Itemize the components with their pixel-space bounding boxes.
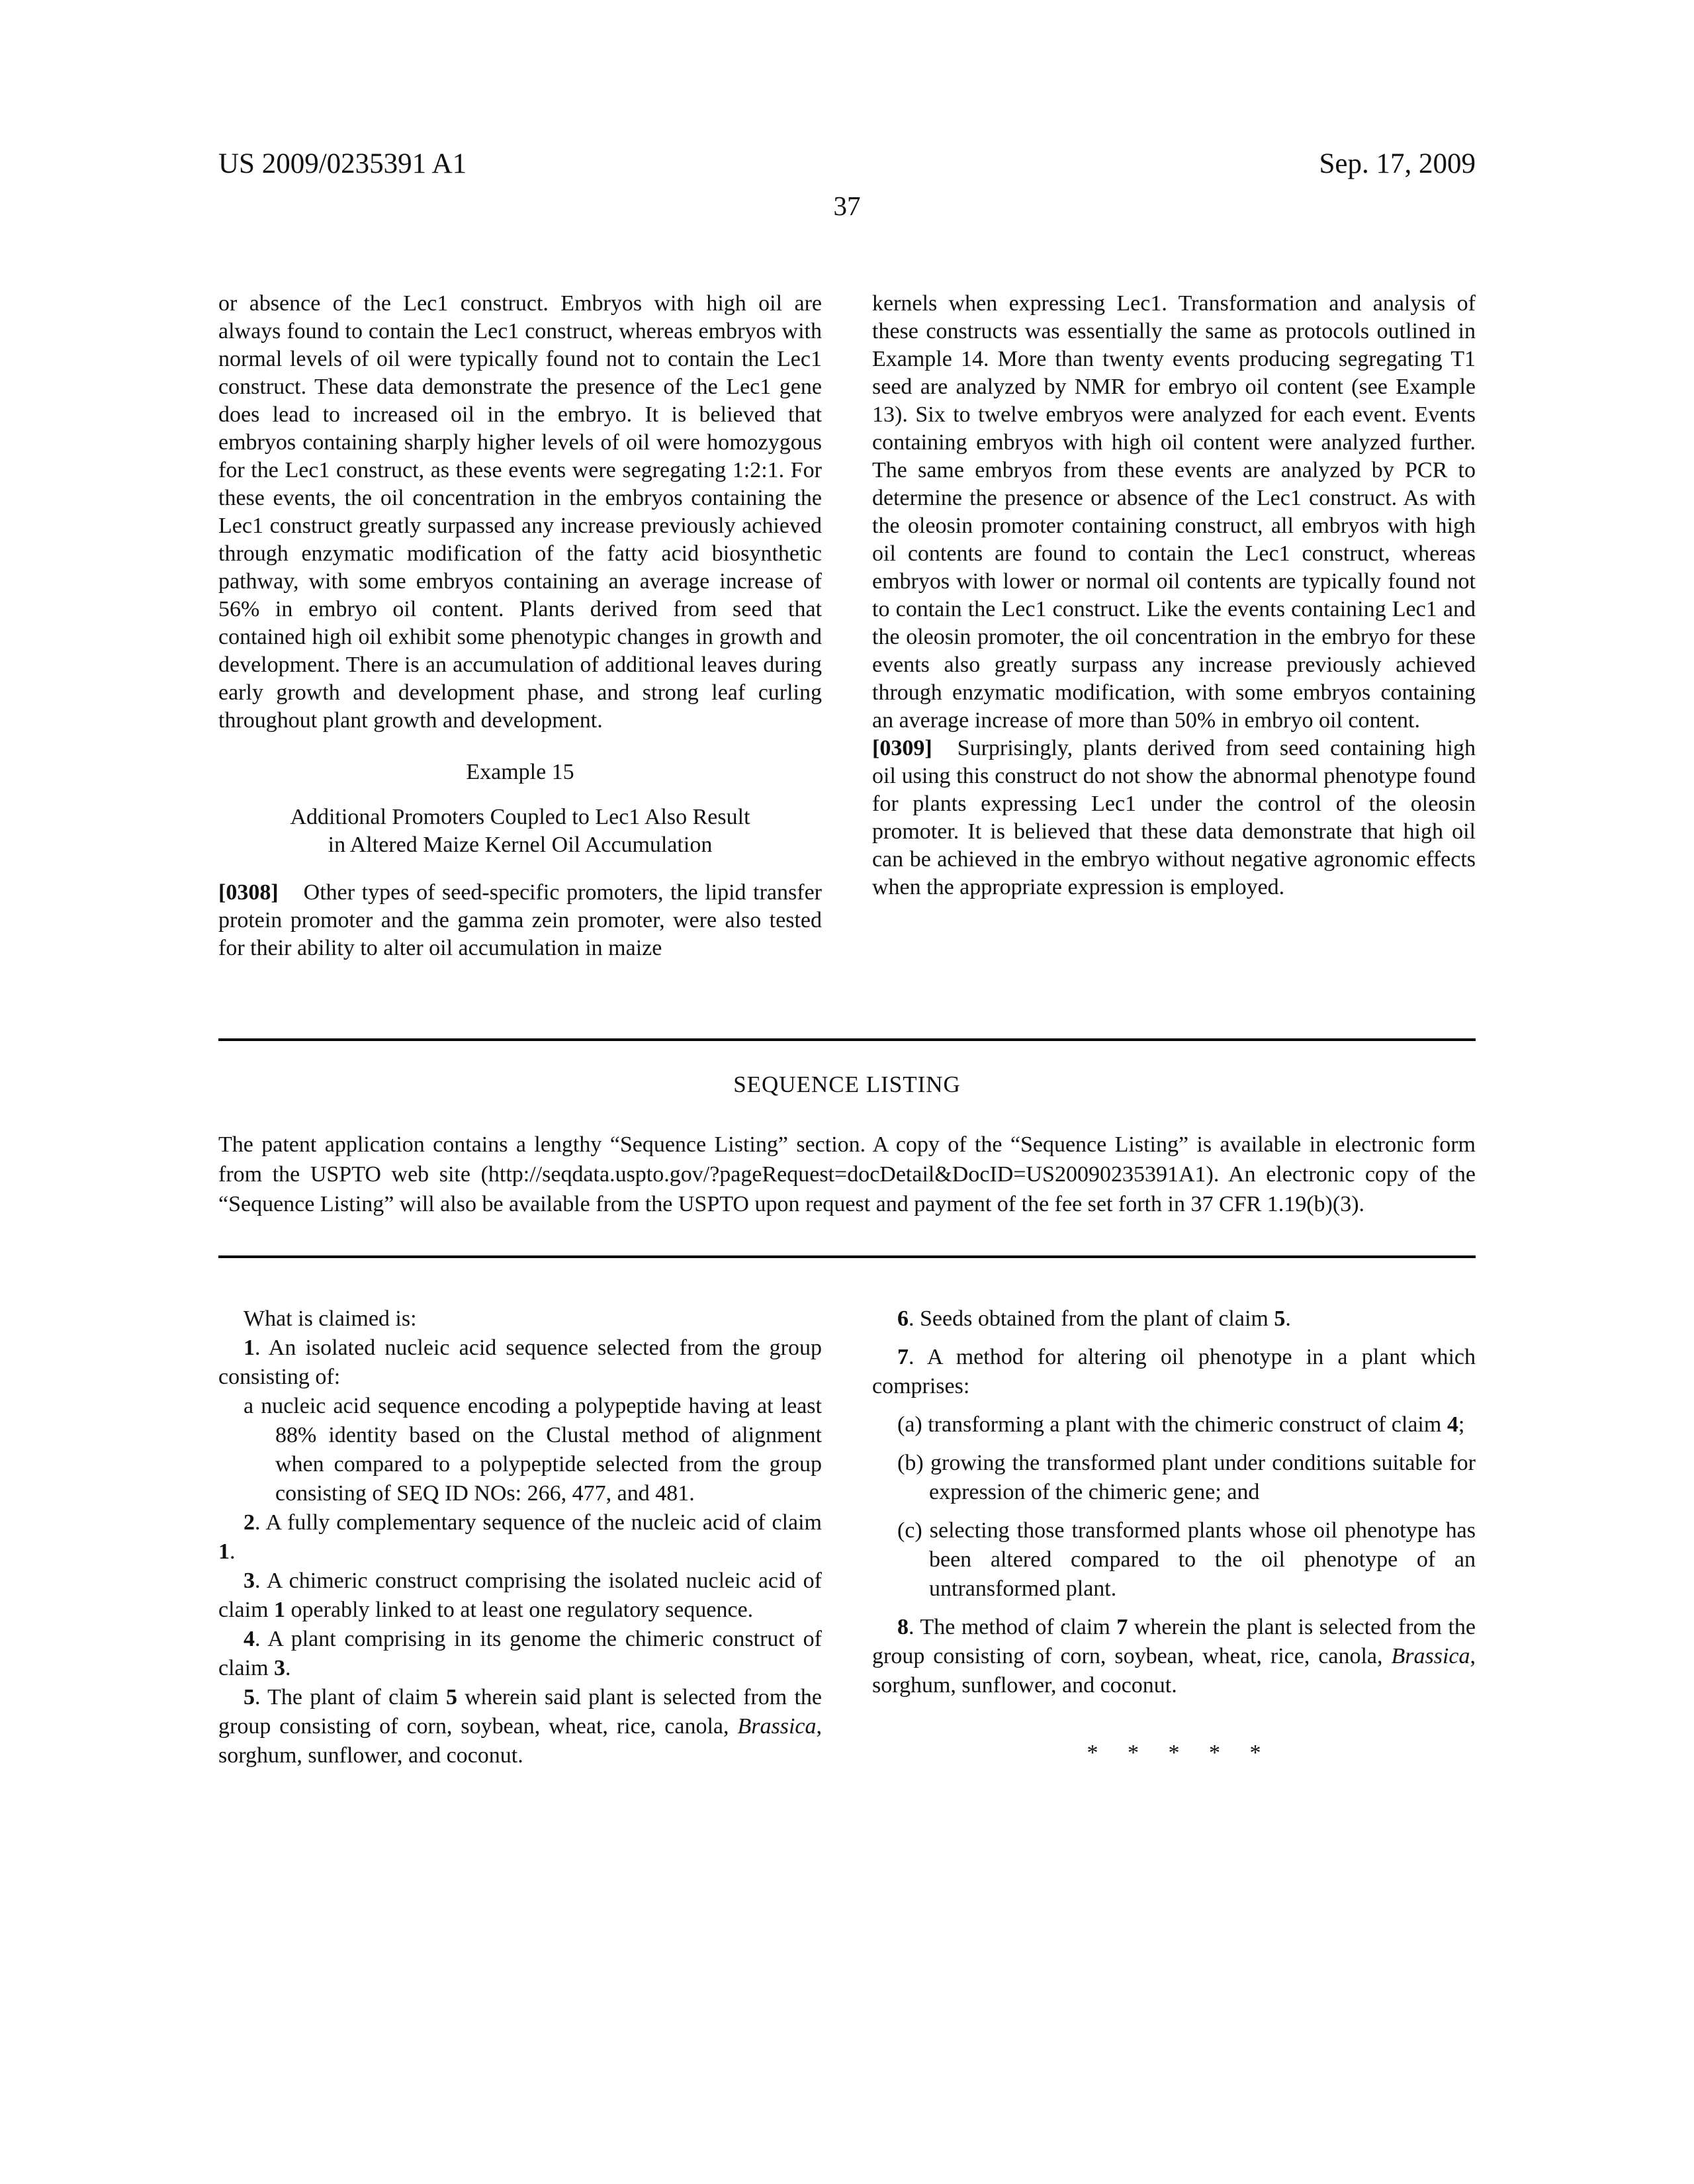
claims-right-column (872, 1304, 1476, 1770)
claim-item: 7. A method for altering oil phenotype in a plant which comprises: (872, 1345, 1476, 1398)
paragraph-0308 (218, 879, 822, 962)
horizontal-rule-bottom (218, 1255, 1476, 1258)
claim-item: 6. Seeds obtained from the plant of claim 5. (897, 1306, 1291, 1331)
claims-left-column (218, 1304, 822, 1770)
body-paragraph-continuation: or absence of the Lec1 construct. Embryos with high oil are always found to contain the Lec1 construct, whereas embryos with normal levels of oil were typically found not to contain the Lec1 construct. These data demonstrate the presence of the Lec1 gene does lead to increased oil in the embryo. It is believed that embryos containing sharply higher levels of oil were homozygous for the Lec1 construct, as these events were segregating 1:2:1. For these events, the oil concentration in the embryos containing the Lec1 construct greatly surpassed any increase previously achieved through enzymatic modification of the fatty acid biosynthetic pathway, with some embryos containing an average increase of 56% in embryo oil content. Plants derived from seed that contained high oil exhibit some phenotypic changes in growth and development. There is an accumulation of additional leaves during early growth and development phase, and strong leaf curling throughout plant growth and development. (218, 291, 822, 733)
page-number: 37 (833, 191, 861, 221)
claim-item: (a) transforming a plant with the chimeric construct of claim 4; (897, 1412, 1465, 1437)
claim-item: 3. A chimeric construct comprising the isolated nucleic acid of claim 1 operably linked to at least one regulatory sequence. (218, 1569, 822, 1622)
claims-left (218, 1304, 822, 1770)
horizontal-rule-top (218, 1038, 1476, 1041)
claim-item: a nucleic acid sequence encoding a polypeptide having at least 88% identity based on the Clustal method of alignment when compared to a polypeptide selected from the group consisting of SEQ ID NOs: 266, 477, and 481. (244, 1394, 822, 1506)
body-columns (218, 290, 1476, 962)
paragraph-0308-text: Other types of seed-specific promoters, the lipid transfer protein promoter and the gamma zein promoter, were also tested for their ability to alter oil accumulation in maize (218, 880, 822, 960)
example-heading: Example 15 (466, 760, 574, 784)
publication-date: Sep. 17, 2009 (1319, 148, 1476, 179)
sequence-listing-heading: SEQUENCE LISTING (733, 1071, 961, 1097)
claims-right (872, 1304, 1476, 1700)
paragraph-0309-text: Surprisingly, plants derived from seed containing high oil using this construct do not show the abnormal phenotype found for plants expressing Lec1 under the control of the oleosin promoter. It is believed that these data demonstrate that high oil can be achieved in the embryo without negative agronomic effects when the appropriate expression is employed. (872, 736, 1476, 899)
page-header (218, 149, 1476, 179)
paragraph-0309 (872, 735, 1476, 901)
claim-item: 5. The plant of claim 5 wherein said plant is selected from the group consisting of corn, soybean, wheat, rice, canola, Brassica, sorghum, sunflower, and coconut. (218, 1685, 822, 1768)
example-subtitle-line1: Additional Promoters Coupled to Lec1 Also Result (290, 805, 750, 829)
right-column (872, 290, 1476, 962)
claim-item: (c) selecting those transformed plants whose oil phenotype has been altered compared to the oil phenotype of an untransformed plant. (897, 1518, 1476, 1601)
paragraph-0309-tag: [0309] (872, 736, 932, 760)
claims-section (218, 1304, 1476, 1770)
claim-item: 1. An isolated nucleic acid sequence selected from the group consisting of: (218, 1336, 822, 1389)
paragraph-0308-tag: [0308] (218, 880, 279, 905)
sequence-listing-paragraph: The patent application contains a lengthy “Sequence Listing” section. A copy of the “Sequence Listing” is available in electronic form from the USPTO web site (http://seqdata.uspto.gov/?pageRequest=docDetail&DocID=US20090235391A1). An electronic copy of the “Sequence Listing” will also be available from the USPTO upon request and payment of the fee set forth in 37 CFR 1.19(b)(3). (218, 1132, 1476, 1216)
claim-item: 8. The method of claim 7 wherein the plant is selected from the group consisting of corn, soybean, wheat, rice, canola, Brassica, sorghum, sunflower, and coconut. (872, 1615, 1476, 1698)
end-of-claims-asterisks: * * * * * (1087, 1741, 1261, 1765)
left-column (218, 290, 822, 962)
claim-item: What is claimed is: (244, 1306, 417, 1331)
publication-number: US 2009/0235391 A1 (218, 148, 467, 179)
claim-item: 4. A plant comprising in its genome the chimeric construct of claim 3. (218, 1627, 822, 1680)
claim-item: (b) growing the transformed plant under conditions suitable for expression of the chimeric gene; and (897, 1451, 1476, 1504)
example-subtitle-line2: in Altered Maize Kernel Oil Accumulation (328, 833, 713, 857)
body-paragraph-continuation: kernels when expressing Lec1. Transformation and analysis of these constructs was essentially the same as protocols outlined in Example 14. More than twenty events producing segregating T1 seed are analyzed by NMR for embryo oil content (see Example 13). Six to twelve embryos were analyzed for each event. Events containing embryos with high oil content were analyzed further. The same embryos from these events are analyzed by PCR to determine the presence or absence of the Lec1 construct. As with the oleosin promoter containing construct, all embryos with high oil contents are found to contain the Lec1 construct, whereas embryos with lower or normal oil contents are typically found not to contain the Lec1 construct. Like the events containing Lec1 and the oleosin promoter, the oil concentration in the embryo for these events also greatly surpass any increase previously achieved through enzymatic modification, with some embryos containing an average increase of more than 50% in embryo oil content. (872, 291, 1476, 733)
claim-item: 2. A fully complementary sequence of the nucleic acid of claim 1. (218, 1510, 822, 1564)
